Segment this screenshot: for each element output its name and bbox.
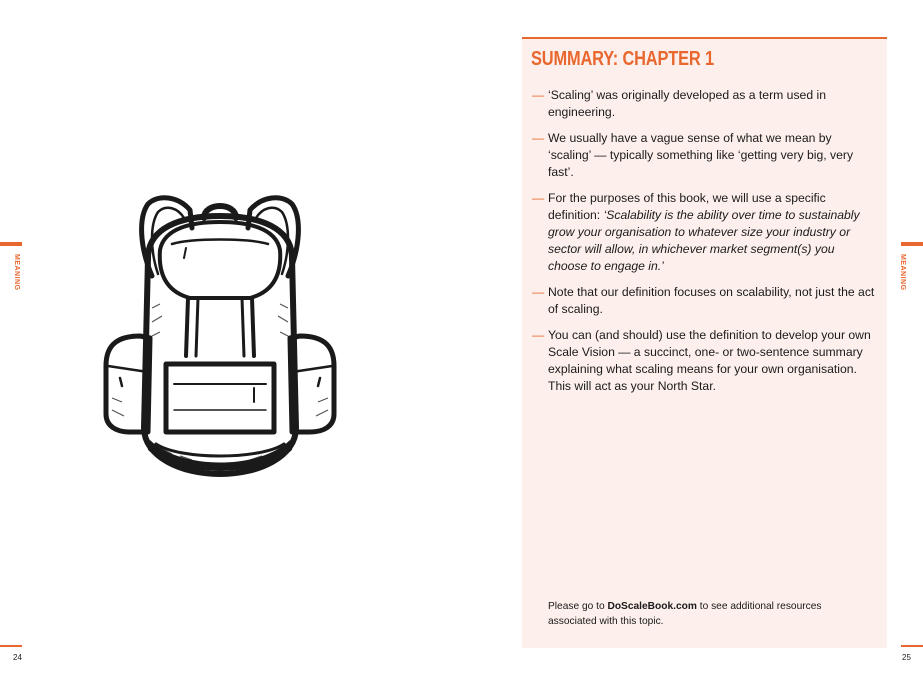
list-item — [532, 130, 877, 181]
item-text: Note that our definition focuses on scalability, not just the act of scaling. — [548, 285, 875, 316]
side-tab-marker — [901, 242, 923, 246]
dash-bullet: — — [532, 285, 545, 299]
item-text: ‘Scaling’ was originally developed as a term used in engineering. — [548, 88, 826, 119]
folio-marker — [0, 645, 22, 647]
summary-list — [532, 87, 877, 404]
website-link[interactable]: DoScaleBook.com — [607, 601, 697, 612]
backpack-illustration — [100, 188, 340, 484]
resources-prefix: Please go to — [548, 601, 608, 612]
summary-title: SUMMARY: CHAPTER 1 — [531, 48, 714, 70]
list-item — [532, 190, 877, 275]
resources-note — [548, 599, 868, 629]
item-text: You can (and should) use the definition to develop your own Scale Vision — a succinct, one- or two-sentence summary explaining what scaling means for your own organisation. This will act as your North Star. — [548, 328, 871, 393]
resources-suffix: to see additional resources associated with this topic. — [548, 601, 822, 627]
page-number: 24 — [13, 653, 22, 662]
summary-panel — [522, 37, 887, 648]
left-page — [0, 0, 461, 684]
dash-bullet: — — [532, 88, 545, 102]
item-text: For the purposes of this book, we will use a specific definition: — [548, 191, 826, 222]
side-tab-marker — [0, 242, 22, 246]
page-number: 25 — [902, 653, 911, 662]
dash-bullet: — — [532, 191, 545, 205]
dash-bullet: — — [532, 131, 545, 145]
list-item — [532, 284, 877, 318]
definition-quote: ‘Scalability is the ability over time to sustainably grow your organisation to whatever size your industry or sector will allow, in whichever market segment(s) you choose to engage in.’ — [548, 208, 860, 273]
list-item — [532, 87, 877, 121]
side-tab-label: MEANING — [899, 254, 906, 291]
list-item — [532, 327, 877, 395]
folio-marker — [901, 645, 923, 647]
side-tab-label: MEANING — [13, 254, 20, 291]
item-text: We usually have a vague sense of what we mean by ‘scaling’ — typically something like ‘getting very big, very fast’. — [548, 131, 854, 179]
dash-bullet: — — [532, 328, 545, 342]
